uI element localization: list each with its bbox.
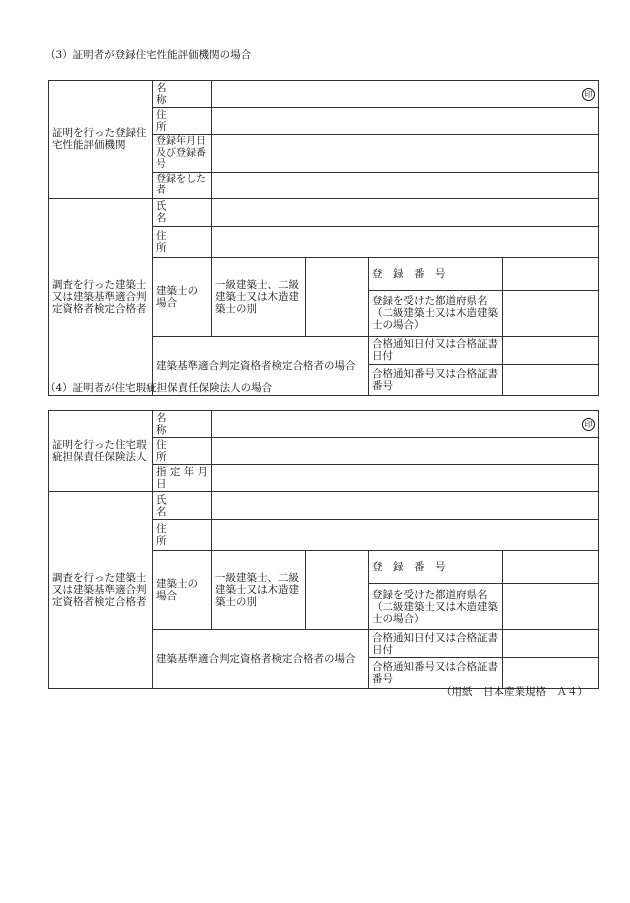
section4-table <box>48 410 599 689</box>
investigator-group-label: 調査を行った建築士又は建築基準適合判定資格者検定合格者 <box>49 198 153 395</box>
prefecture-label: 登録を受けた都道府県名（二級建築士又は木造建築士の場合） <box>369 290 503 336</box>
reg-number-field[interactable] <box>503 257 599 290</box>
prefecture-field[interactable] <box>503 584 599 630</box>
org-address-label: 住 所 <box>153 108 212 135</box>
section3-table <box>48 80 599 396</box>
org-reg-date-field[interactable] <box>212 135 599 173</box>
paper-size-note: （用紙 日本産業規格 Ａ４） <box>441 686 588 698</box>
person-address-label: 住 所 <box>153 226 212 257</box>
notice-date-field[interactable] <box>503 336 599 364</box>
architect-case-label: 建築士の場合 <box>153 257 212 336</box>
architect-type-field[interactable] <box>306 257 369 336</box>
org-registrant-label: 登録をした者 <box>153 172 212 198</box>
exam-case-label: 建築基準適合判定資格者検定合格者の場合 <box>153 336 369 395</box>
person-name-label: 氏 名 <box>153 492 212 520</box>
org-group-label: 証明を行った登録住宅性能評価機関 <box>49 81 153 199</box>
section4-heading: （4）証明者が住宅瑕疵担保責任保険法人の場合 <box>45 382 273 394</box>
org-name-field[interactable] <box>212 81 599 108</box>
reg-number-label: 登 録 番 号 <box>369 257 503 290</box>
notice-date-label: 合格通知日付又は合格証書日付 <box>369 630 503 658</box>
seal-icon: 印 <box>582 88 595 101</box>
notice-date-label: 合格通知日付又は合格証書日付 <box>369 336 503 364</box>
architect-type-label: 一級建築士、二級建築士又は木造建築士の別 <box>212 551 306 630</box>
prefecture-field[interactable] <box>503 290 599 336</box>
person-name-field[interactable] <box>212 492 599 520</box>
reg-number-label: 登 録 番 号 <box>369 551 503 584</box>
org-address-field[interactable] <box>212 438 599 465</box>
exam-case-label: 建築基準適合判定資格者検定合格者の場合 <box>153 630 369 689</box>
section3-heading: （3）証明者が登録住宅性能評価機関の場合 <box>45 49 252 61</box>
reg-number-field[interactable] <box>503 551 599 584</box>
org-group-label: 証明を行った住宅瑕疵担保責任保険法人 <box>49 411 153 492</box>
org-address-field[interactable] <box>212 108 599 135</box>
person-name-label: 氏 名 <box>153 198 212 226</box>
org-name-field[interactable] <box>212 411 599 438</box>
person-address-field[interactable] <box>212 520 599 551</box>
org-address-label: 住 所 <box>153 438 212 465</box>
architect-type-field[interactable] <box>306 551 369 630</box>
org-name-label: 名 称 <box>153 411 212 438</box>
notice-number-field[interactable] <box>503 364 599 395</box>
org-registrant-field[interactable] <box>212 172 599 198</box>
person-address-label: 住 所 <box>153 520 212 551</box>
person-address-field[interactable] <box>212 226 599 257</box>
notice-number-label: 合格通知番号又は合格証書番号 <box>369 364 503 395</box>
seal-icon: 印 <box>582 418 595 431</box>
designation-date-label: 指 定 年 月 日 <box>153 465 212 492</box>
prefecture-label: 登録を受けた都道府県名（二級建築士又は木造建築士の場合） <box>369 584 503 630</box>
designation-date-field[interactable] <box>212 465 599 492</box>
architect-type-label: 一級建築士、二級建築士又は木造建築士の別 <box>212 257 306 336</box>
notice-date-field[interactable] <box>503 630 599 658</box>
org-reg-date-label: 登録年月日及び登録番号 <box>153 135 212 173</box>
org-name-label: 名 称 <box>153 81 212 108</box>
architect-case-label: 建築士の場合 <box>153 551 212 630</box>
notice-number-label: 合格通知番号又は合格証書番号 <box>369 658 503 689</box>
investigator-group-label: 調査を行った建築士又は建築基準適合判定資格者検定合格者 <box>49 492 153 689</box>
person-name-field[interactable] <box>212 198 599 226</box>
